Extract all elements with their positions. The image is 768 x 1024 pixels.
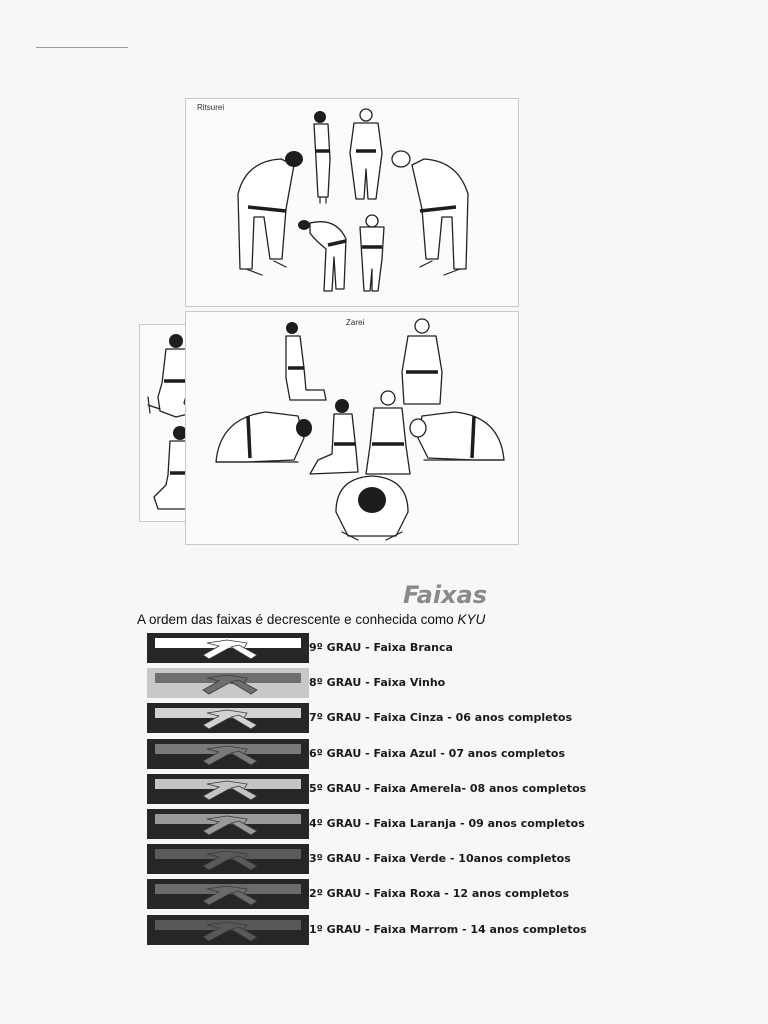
belt-swatch (147, 844, 309, 874)
belt-swatch (147, 668, 309, 698)
standing-figure-profile (314, 111, 330, 203)
belt-swatch (147, 774, 309, 804)
belt-rank-label: 3º GRAU - Faixa Verde - 10anos completos (309, 852, 571, 865)
belt-swatch (147, 879, 309, 909)
prostrate-bow-figure-front (336, 476, 408, 540)
zarei-panel (185, 311, 519, 545)
intro-sentence: A ordem das faixas é decrescente e conhecida como (137, 612, 458, 627)
belt-swatch (147, 633, 309, 663)
bowing-figure-center-front (360, 215, 384, 291)
zarei-label: Zarei (346, 318, 365, 327)
bowing-figure-left (238, 151, 303, 275)
kneeling-bow-illustration (186, 312, 518, 544)
kneeling-figure-profile (286, 322, 326, 400)
faixas-title: Faixas (402, 581, 488, 609)
scan-artifact-line (36, 47, 128, 48)
belts-intro-text (137, 612, 485, 627)
belt-rank-label: 2º GRAU - Faixa Roxa - 12 anos completos (309, 887, 570, 900)
belt-rank-label: 8º GRAU - Faixa Vinho (309, 676, 446, 689)
kyu-term: KYU (457, 612, 486, 627)
standing-figure-front (350, 109, 382, 199)
prostrate-bow-figure-right (410, 412, 504, 460)
belt-swatch (147, 703, 309, 733)
belt-rank-label: 4º GRAU - Faixa Laranja - 09 anos completos (309, 817, 585, 830)
seated-figure-profile (310, 399, 358, 474)
belt-rank-label: 9º GRAU - Faixa Branca (309, 641, 453, 654)
ritsurei-label: Ritsurei (197, 103, 225, 112)
ritsurei-panel (185, 98, 519, 307)
belt-swatch (147, 915, 309, 945)
standing-bow-illustration (186, 99, 518, 306)
kneeling-figure-front (402, 319, 442, 404)
belt-rank-label: 6º GRAU - Faixa Azul - 07 anos completos (309, 747, 566, 760)
belt-rank-label: 7º GRAU - Faixa Cinza - 06 anos completos (309, 711, 572, 724)
bowing-figure-right (392, 151, 468, 275)
belt-swatch (147, 809, 309, 839)
belt-swatch (147, 739, 309, 769)
belt-rank-label: 5º GRAU - Faixa Amerela- 08 anos completos (309, 782, 587, 795)
bowing-figure-center-profile (298, 220, 346, 291)
prostrate-bow-figure-left (216, 412, 312, 462)
belt-rank-label: 1º GRAU - Faixa Marrom - 14 anos completos (309, 923, 587, 936)
